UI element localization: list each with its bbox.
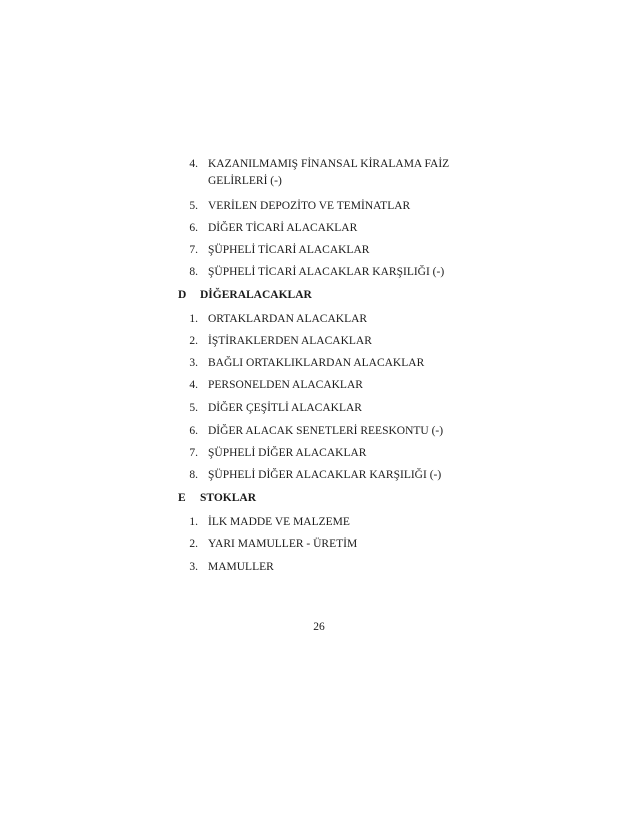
item-text: YARI MAMULLER - ÜRETİM [208,538,358,550]
item-number: 8. [189,266,198,278]
page-number: 26 [313,621,325,633]
item-text: ŞÜPHELİ TİCARİ ALACAKLAR KARŞILIĞI (-) [208,266,445,278]
item-text: BAĞLI ORTAKLIKLARDAN ALACAKLAR [208,357,425,369]
item-number: 2. [189,335,198,347]
item-text: İLK MADDE VE MALZEME [208,516,350,528]
item-text: DİĞER TİCARİ ALACAKLAR [208,222,358,234]
item-number: 4. [189,379,198,391]
item-text: ŞÜPHELİ DİĞER ALACAKLAR KARŞILIĞI (-) [208,469,442,481]
item-number: 5. [189,402,198,414]
section-letter: D [178,289,187,301]
item-number: 7. [189,244,198,256]
item-number: 4. [189,158,198,170]
item-text: KAZANILMAMIŞ FİNANSAL KİRALAMA FAİZ [208,158,450,170]
item-text: ŞÜPHELİ DİĞER ALACAKLAR [208,447,367,459]
item-number: 3. [189,561,198,573]
item-text: VERİLEN DEPOZİTO VE TEMİNATLAR [208,200,411,212]
item-number: 3. [189,357,198,369]
section-letter: E [178,492,186,504]
item-text: İŞTİRAKLERDEN ALACAKLAR [208,335,372,347]
item-text: DİĞER ÇEŞİTLİ ALACAKLAR [208,402,362,414]
item-number: 1. [189,313,198,325]
item-text: MAMULLER [208,561,274,573]
item-number: 5. [189,200,198,212]
item-number: 6. [189,425,198,437]
item-text-line2: GELİRLERİ (-) [208,175,282,187]
item-number: 6. [189,222,198,234]
section-title: DİĞERALACAKLAR [200,289,312,301]
item-text: ŞÜPHELİ TİCARİ ALACAKLAR [208,244,370,256]
section-title: STOKLAR [200,492,257,504]
item-text: PERSONELDEN ALACAKLAR [208,379,363,391]
item-text: DİĞER ALACAK SENETLERİ REESKONTU (-) [208,425,444,437]
item-number: 7. [189,447,198,459]
item-number: 8. [189,469,198,481]
item-text: ORTAKLARDAN ALACAKLAR [208,313,368,325]
item-number: 1. [189,516,198,528]
item-number: 2. [189,538,198,550]
